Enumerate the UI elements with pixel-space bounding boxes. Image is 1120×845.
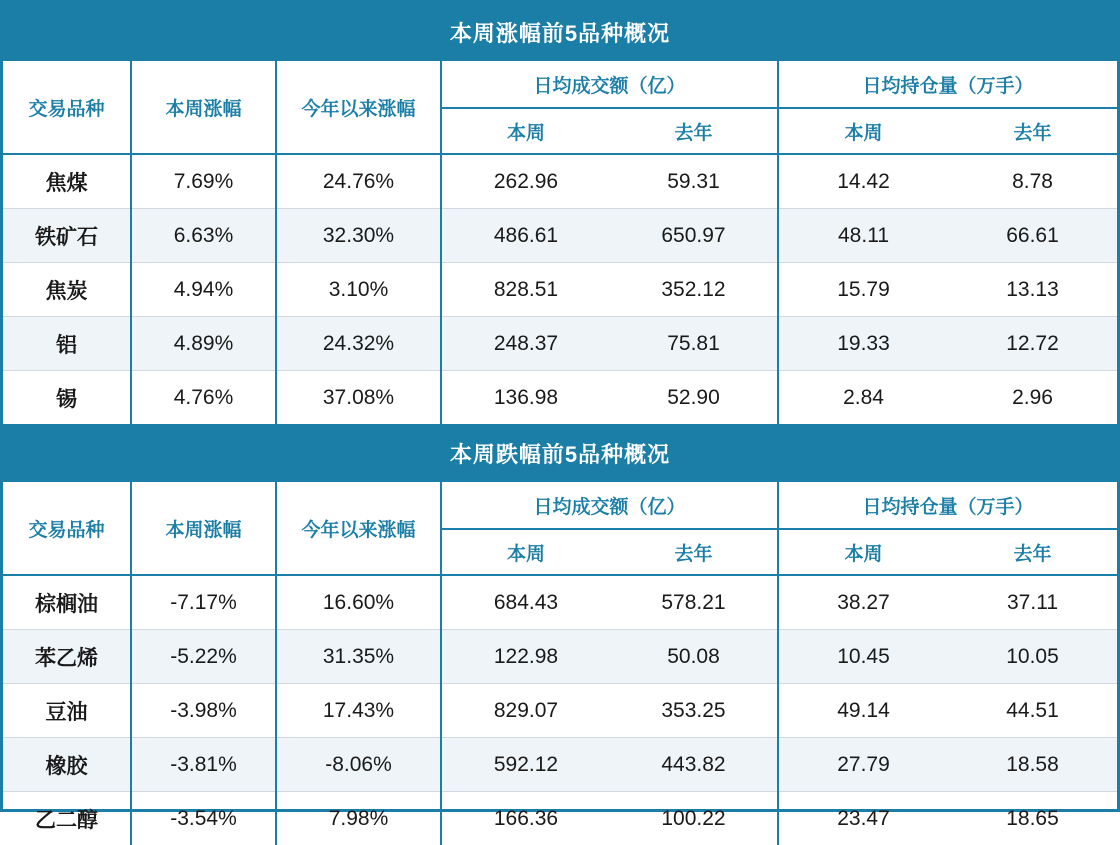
cell-oi-week: 38.27 <box>778 575 948 630</box>
cell-oi-lastyear: 8.78 <box>948 154 1117 209</box>
cell-oi-lastyear: 13.13 <box>948 263 1117 317</box>
table-row <box>3 317 1117 371</box>
cell-week-change: -5.22% <box>131 630 276 684</box>
cell-oi-week: 2.84 <box>778 371 948 425</box>
header-oi-week: 本周 <box>778 529 948 575</box>
cell-ytd-change: 31.35% <box>276 630 441 684</box>
cell-product: 焦炭 <box>3 263 131 317</box>
cell-turnover-week: 684.43 <box>441 575 610 630</box>
cell-week-change: -7.17% <box>131 575 276 630</box>
cell-oi-week: 23.47 <box>778 792 948 845</box>
header-group-openinterest: 日均持仓量（万手） <box>778 482 1117 529</box>
cell-oi-week: 15.79 <box>778 263 948 317</box>
cell-oi-week: 14.42 <box>778 154 948 209</box>
cell-oi-lastyear: 66.61 <box>948 209 1117 263</box>
cell-turnover-week: 828.51 <box>441 263 610 317</box>
cell-ytd-change: 24.76% <box>276 154 441 209</box>
header-product: 交易品种 <box>3 61 131 154</box>
table-row <box>3 154 1117 209</box>
header-oi-week: 本周 <box>778 108 948 154</box>
cell-turnover-lastyear: 52.90 <box>610 371 778 425</box>
cell-week-change: 4.89% <box>131 317 276 371</box>
table-row <box>3 371 1117 425</box>
cell-ytd-change: 37.08% <box>276 371 441 425</box>
gainers-header-top <box>3 61 1117 108</box>
cell-turnover-week: 136.98 <box>441 371 610 425</box>
cell-oi-lastyear: 18.58 <box>948 738 1117 792</box>
header-product: 交易品种 <box>3 482 131 575</box>
cell-oi-week: 19.33 <box>778 317 948 371</box>
table-row <box>3 575 1117 630</box>
losers-title-row <box>3 424 1117 482</box>
cell-turnover-week: 166.36 <box>441 792 610 845</box>
table-row <box>3 209 1117 263</box>
cell-product: 豆油 <box>3 684 131 738</box>
header-turnover-week: 本周 <box>441 108 610 154</box>
cell-ytd-change: 7.98% <box>276 792 441 845</box>
cell-turnover-week: 122.98 <box>441 630 610 684</box>
header-ytd-change: 今年以来涨幅 <box>276 482 441 575</box>
table-row <box>3 684 1117 738</box>
cell-oi-lastyear: 12.72 <box>948 317 1117 371</box>
cell-turnover-week: 592.12 <box>441 738 610 792</box>
header-turnover-lastyear: 去年 <box>610 108 778 154</box>
cell-oi-week: 48.11 <box>778 209 948 263</box>
cell-oi-lastyear: 18.65 <box>948 792 1117 845</box>
cell-turnover-lastyear: 353.25 <box>610 684 778 738</box>
cell-turnover-week: 829.07 <box>441 684 610 738</box>
cell-turnover-lastyear: 75.81 <box>610 317 778 371</box>
cell-product: 乙二醇 <box>3 792 131 845</box>
header-oi-lastyear: 去年 <box>948 108 1117 154</box>
cell-week-change: 4.94% <box>131 263 276 317</box>
cell-week-change: -3.81% <box>131 738 276 792</box>
losers-table <box>3 424 1117 845</box>
cell-turnover-lastyear: 50.08 <box>610 630 778 684</box>
header-ytd-change: 今年以来涨幅 <box>276 61 441 154</box>
cell-product: 苯乙烯 <box>3 630 131 684</box>
cell-oi-lastyear: 44.51 <box>948 684 1117 738</box>
cell-turnover-lastyear: 100.22 <box>610 792 778 845</box>
cell-ytd-change: 17.43% <box>276 684 441 738</box>
header-week-change: 本周涨幅 <box>131 61 276 154</box>
losers-header-top <box>3 482 1117 529</box>
cell-week-change: 6.63% <box>131 209 276 263</box>
cell-ytd-change: 3.10% <box>276 263 441 317</box>
table-row <box>3 630 1117 684</box>
header-group-turnover: 日均成交额（亿） <box>441 482 778 529</box>
cell-ytd-change: 32.30% <box>276 209 441 263</box>
header-group-openinterest: 日均持仓量（万手） <box>778 61 1117 108</box>
cell-turnover-lastyear: 443.82 <box>610 738 778 792</box>
cell-oi-lastyear: 2.96 <box>948 371 1117 425</box>
cell-product: 棕榈油 <box>3 575 131 630</box>
table-row <box>3 738 1117 792</box>
gainers-body <box>3 154 1117 424</box>
header-turnover-lastyear: 去年 <box>610 529 778 575</box>
header-turnover-week: 本周 <box>441 529 610 575</box>
cell-turnover-week: 248.37 <box>441 317 610 371</box>
table-row <box>3 263 1117 317</box>
cell-ytd-change: 16.60% <box>276 575 441 630</box>
cell-oi-lastyear: 10.05 <box>948 630 1117 684</box>
cell-oi-week: 10.45 <box>778 630 948 684</box>
cell-week-change: 4.76% <box>131 371 276 425</box>
cell-turnover-lastyear: 59.31 <box>610 154 778 209</box>
cell-product: 焦煤 <box>3 154 131 209</box>
header-oi-lastyear: 去年 <box>948 529 1117 575</box>
gainers-table <box>3 3 1117 424</box>
losers-title: 本周跌幅前5品种概况 <box>3 424 1117 482</box>
cell-turnover-lastyear: 578.21 <box>610 575 778 630</box>
cell-product: 橡胶 <box>3 738 131 792</box>
table-row <box>3 792 1117 845</box>
cell-turnover-lastyear: 352.12 <box>610 263 778 317</box>
cell-product: 锡 <box>3 371 131 425</box>
cell-week-change: 7.69% <box>131 154 276 209</box>
cell-product: 铝 <box>3 317 131 371</box>
cell-week-change: -3.98% <box>131 684 276 738</box>
gainers-title-row <box>3 3 1117 61</box>
cell-ytd-change: -8.06% <box>276 738 441 792</box>
header-week-change: 本周涨幅 <box>131 482 276 575</box>
cell-turnover-week: 262.96 <box>441 154 610 209</box>
cell-ytd-change: 24.32% <box>276 317 441 371</box>
cell-turnover-week: 486.61 <box>441 209 610 263</box>
cell-oi-lastyear: 37.11 <box>948 575 1117 630</box>
cell-turnover-lastyear: 650.97 <box>610 209 778 263</box>
header-group-turnover: 日均成交额（亿） <box>441 61 778 108</box>
cell-product: 铁矿石 <box>3 209 131 263</box>
cell-oi-week: 27.79 <box>778 738 948 792</box>
gainers-title: 本周涨幅前5品种概况 <box>3 3 1117 61</box>
cell-week-change: -3.54% <box>131 792 276 845</box>
cell-oi-week: 49.14 <box>778 684 948 738</box>
losers-body <box>3 575 1117 845</box>
